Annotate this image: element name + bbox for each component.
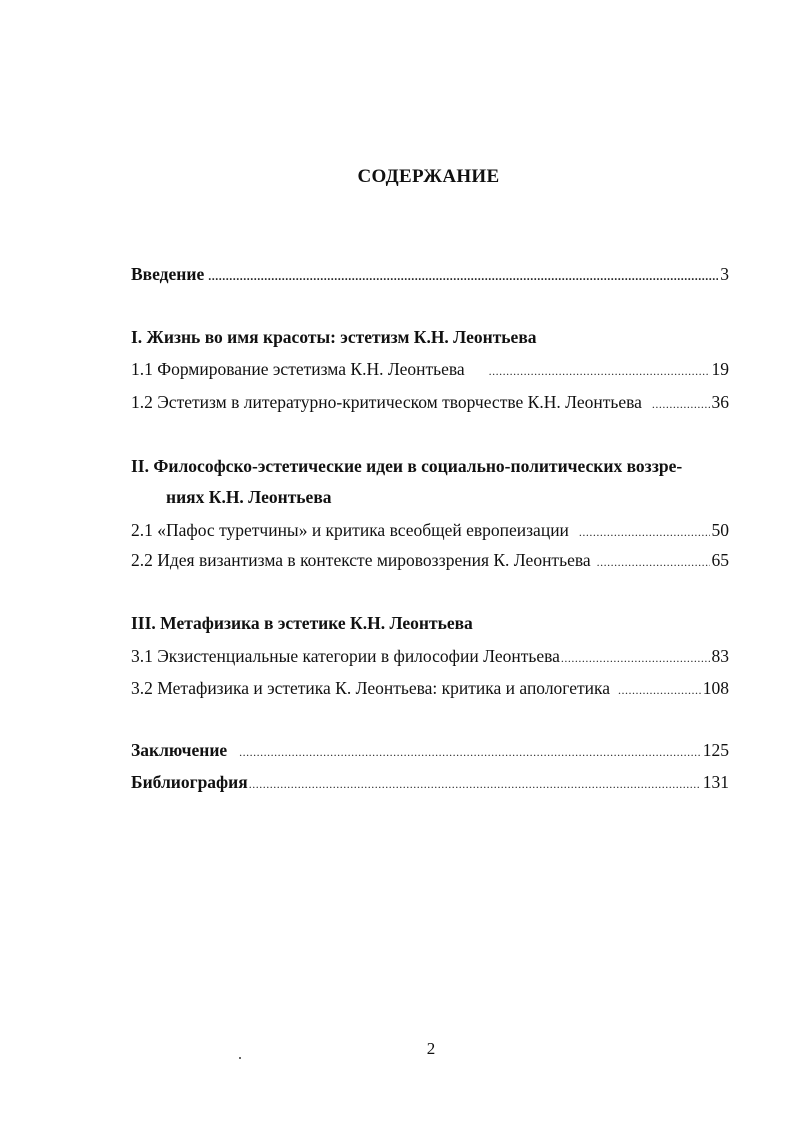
toc-entry-intro[interactable] <box>131 262 729 286</box>
scan-speck <box>239 1057 241 1059</box>
toc-entry-page: 50 <box>711 520 729 540</box>
toc-entry-label: 2.2 Идея византизма в контексте мировоззрения К. Леонтьева <box>131 550 591 570</box>
toc-entry-2-1[interactable] <box>131 518 729 542</box>
toc-entry-page: 83 <box>711 646 729 666</box>
toc-entry-label: 1.2 Эстетизм в литературно-критическом творчестве К.Н. Леонтьева <box>131 392 642 412</box>
toc-entry-label: Введение <box>131 264 205 284</box>
toc-entry-conclusion[interactable] <box>131 738 729 762</box>
chapter-3-heading: III. Метафизика в эстетике К.Н. Леонтьева <box>131 613 473 633</box>
toc-entry-page: 125 <box>702 740 729 760</box>
toc-entry-page: 108 <box>702 678 729 698</box>
toc-entry-3-2[interactable] <box>131 676 729 700</box>
toc-entry-page: 3 <box>720 264 729 284</box>
toc-entry-label: 2.1 «Пафос туретчины» и критика всеобщей европеизации <box>131 520 569 540</box>
dot-leader <box>561 646 710 670</box>
dot-leader <box>579 520 710 544</box>
toc-entry-page: 19 <box>711 359 729 379</box>
chapter-2-heading-line-2: ниях К.Н. Леонтьева <box>166 487 332 507</box>
toc-entry-label: 3.2 Метафизика и эстетика К. Леонтьева: критика и апологетика <box>131 678 611 698</box>
dot-leader <box>208 264 718 288</box>
toc-entry-bibliography[interactable] <box>131 770 729 794</box>
dot-leader <box>239 740 701 764</box>
page-number: 2 <box>426 1039 436 1058</box>
dot-leader <box>249 772 701 796</box>
toc-entry-2-2[interactable] <box>131 548 729 572</box>
toc-entry-label: Заключение <box>131 740 228 760</box>
chapter-1-heading: I. Жизнь во имя красоты: эстетизм К.Н. Леонтьева <box>131 327 537 347</box>
toc-entry-label: 3.1 Экзистенциальные категории в философии Леонтьева <box>131 646 560 666</box>
dot-leader <box>652 392 710 416</box>
dot-leader <box>618 678 701 702</box>
dot-leader <box>489 359 710 383</box>
toc-entry-3-1[interactable] <box>131 644 729 668</box>
toc-entry-label: Библиография <box>131 772 248 792</box>
chapter-2-heading-line-1: II. Философско-эстетические идеи в социально-политических воззре- <box>131 456 683 476</box>
toc-entry-1-2[interactable] <box>131 390 729 414</box>
toc-entry-1-1[interactable] <box>131 357 729 381</box>
page-title: СОДЕРЖАНИЕ <box>357 166 500 187</box>
toc-entry-label: 1.1 Формирование эстетизма К.Н. Леонтьева <box>131 359 465 379</box>
toc-entry-page: 65 <box>711 550 729 570</box>
dot-leader <box>597 550 710 574</box>
toc-entry-page: 36 <box>711 392 729 412</box>
toc-entry-page: 131 <box>702 772 729 792</box>
